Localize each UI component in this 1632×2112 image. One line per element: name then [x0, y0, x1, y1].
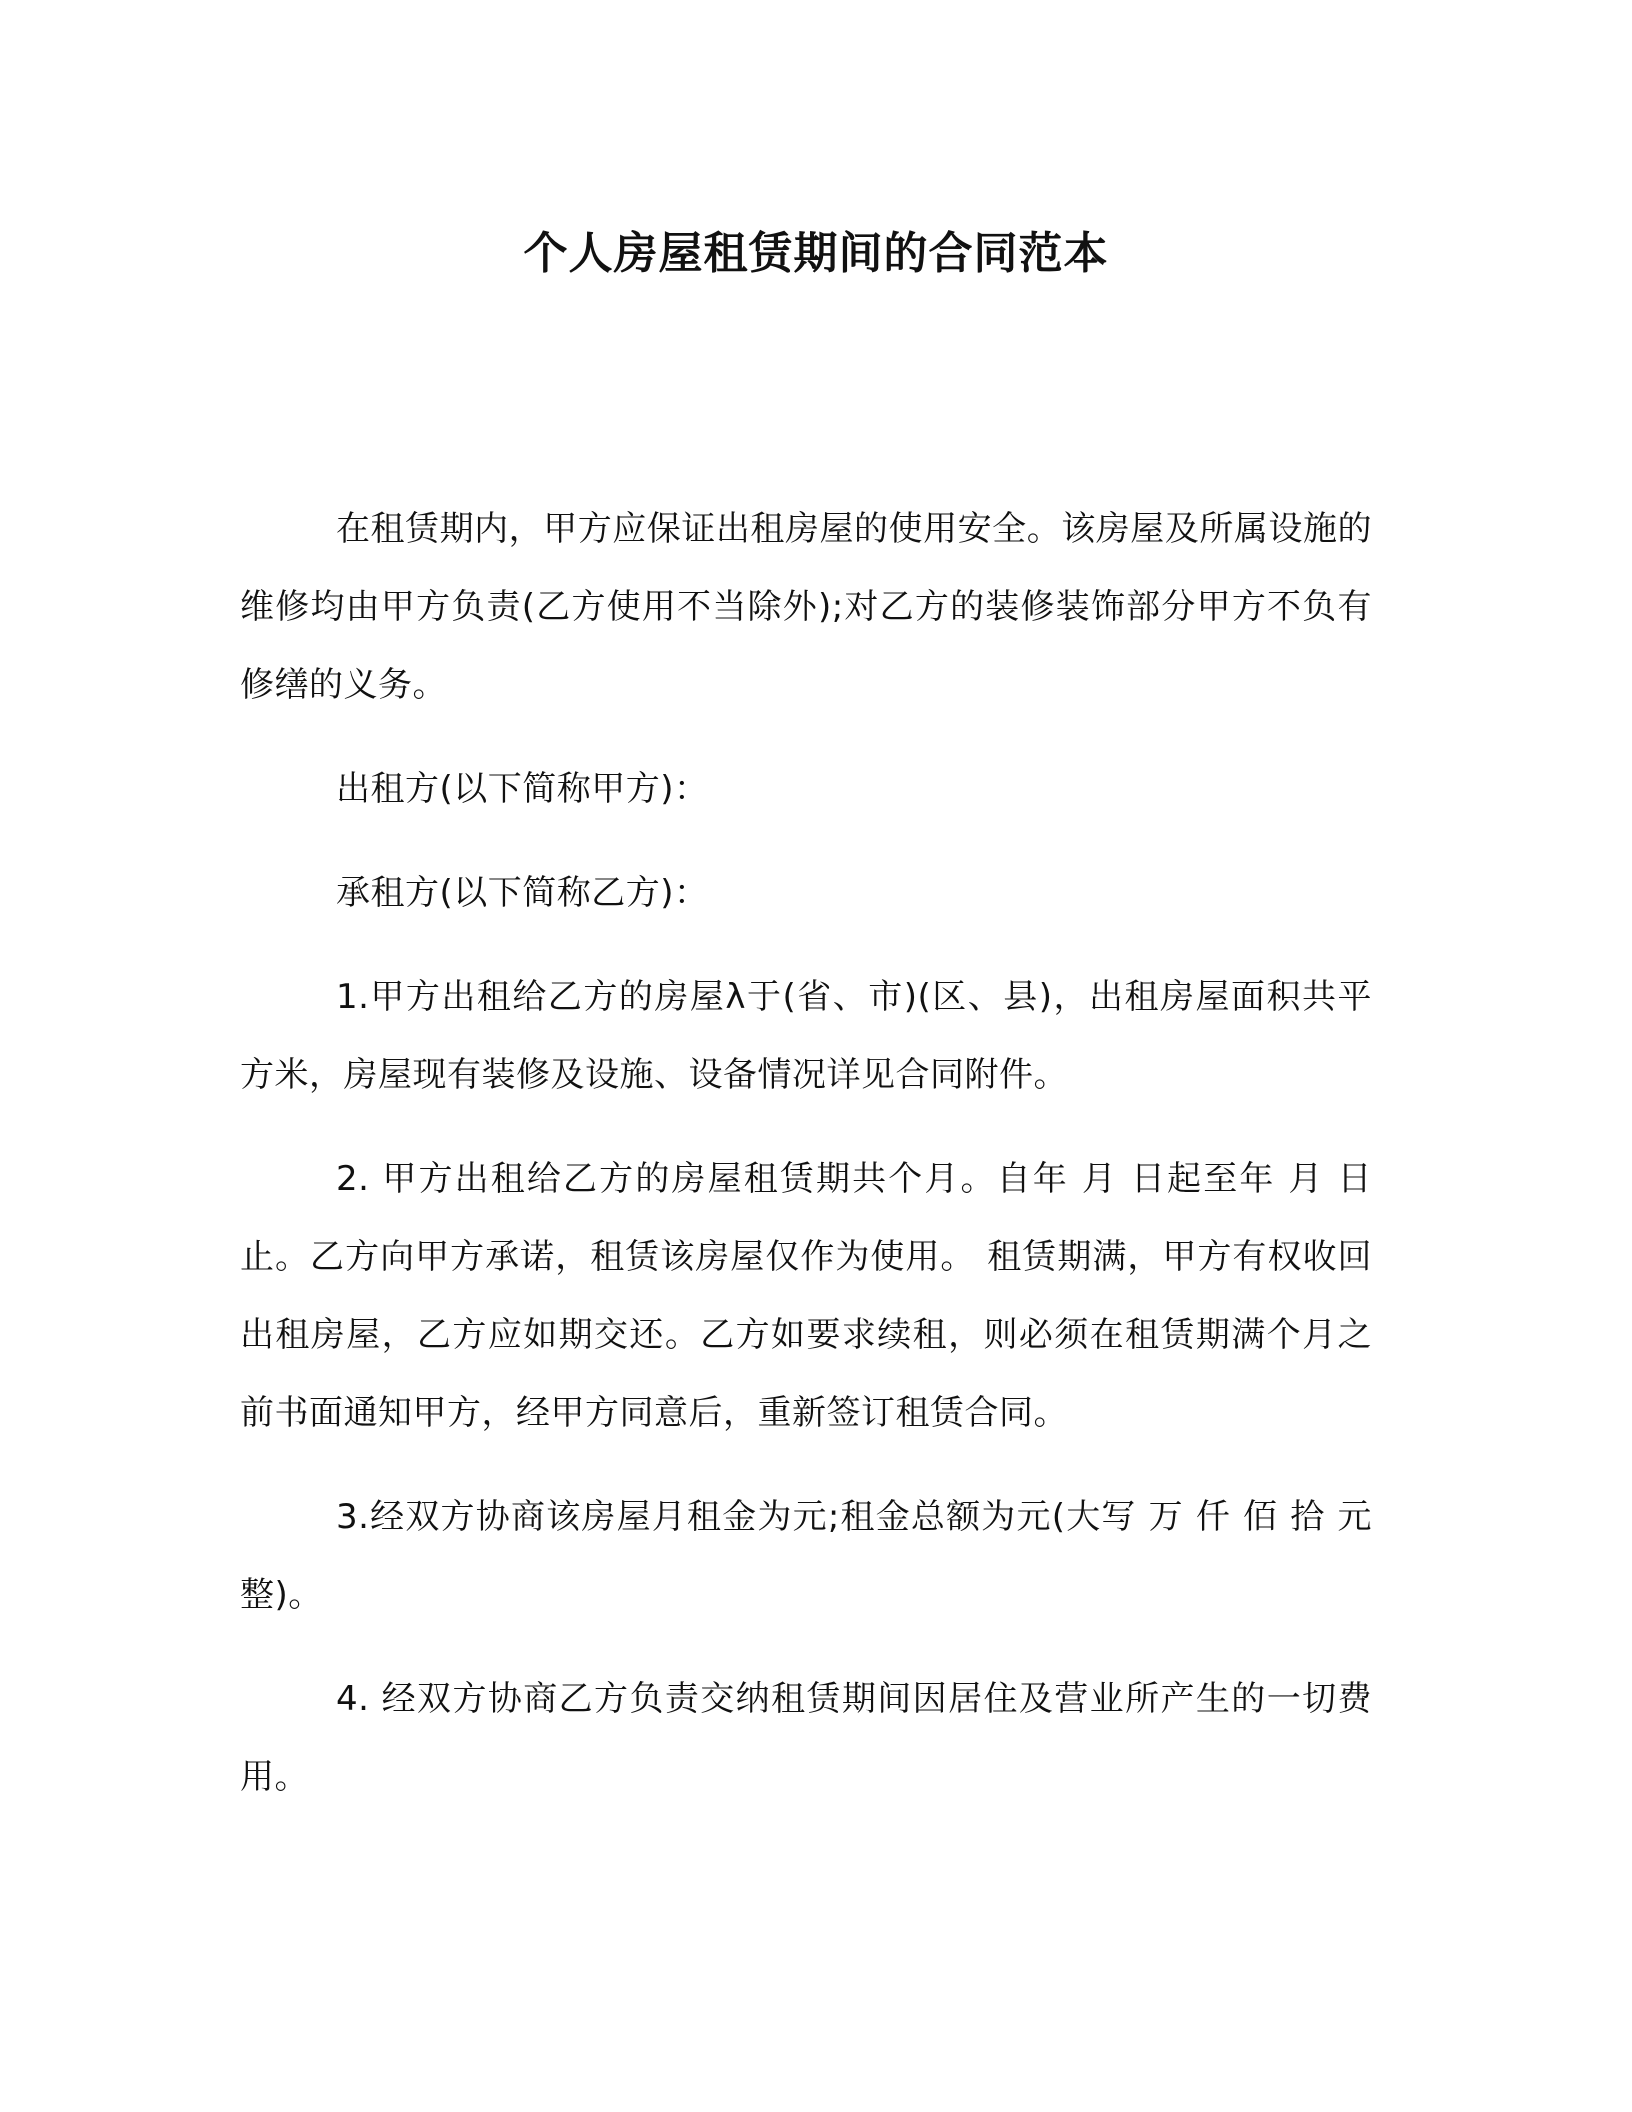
paragraph-lessee: 承租方(以下简称乙方)：: [336, 873, 709, 913]
paragraph-clause-3: 3.经双方协商该房屋月租金为元;租金总额为元(大写 万 仟 佰 拾 元整)。: [240, 1497, 1372, 1615]
paragraph-clause-1: 1.甲方出租给乙方的房屋λ于(省、市)(区、县)，出租房屋面积共平方米，房屋现有装修及设施、设备情况详见合同附件。: [240, 977, 1372, 1095]
document-body: [240, 490, 1372, 1842]
paragraph-maintenance: 在租赁期内，甲方应保证出租房屋的使用安全。该房屋及所属设施的维修均由甲方负责(乙方使用不当除外);对乙方的装修装饰部分甲方不负有修缮的义务。: [240, 509, 1372, 705]
paragraph-clause-4: 4. 经双方协商乙方负责交纳租赁期间因居住及营业所产生的一切费用。: [240, 1679, 1372, 1797]
document-title: 个人房屋租赁期间的合同范本: [523, 228, 1109, 279]
paragraph-clause-2: 2. 甲方出租给乙方的房屋租赁期共个月。自年 月 日起至年 月 日止。乙方向甲方承诺，租赁该房屋仅作为使用。 租赁期满，甲方有权收回出租房屋，乙方应如期交还。乙方如要求续租，则必须在租赁期满个月之前书面通知甲方，经甲方同意后，重新签订租赁合同。: [240, 1159, 1372, 1433]
paragraph-lessor: 出租方(以下简称甲方)：: [336, 769, 709, 809]
